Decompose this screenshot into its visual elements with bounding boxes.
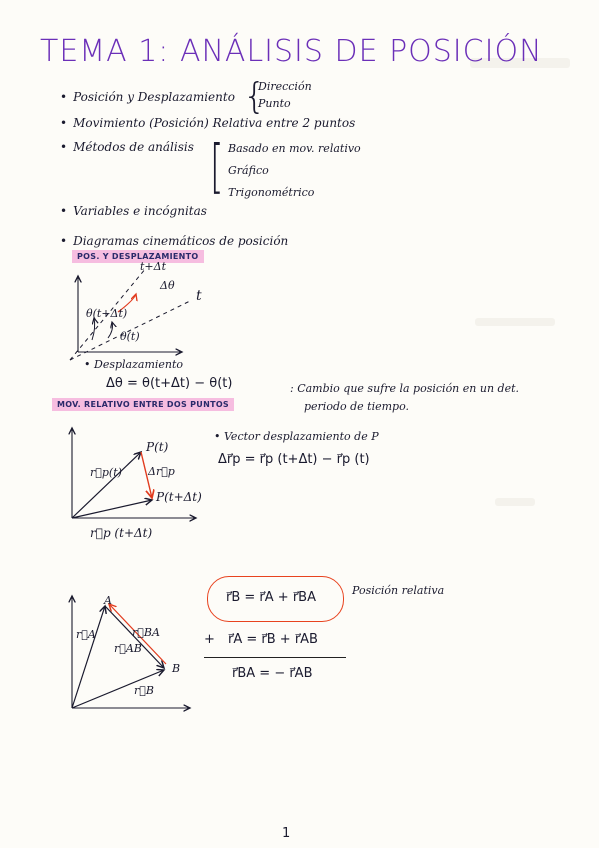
eq-rA: r⃗A = r⃗B + r⃗AB [228, 632, 318, 647]
tag-mov-relativo: MOV. RELATIVO ENTRE DOS PUNTOS [52, 398, 234, 411]
sum-line [204, 657, 346, 658]
delta-rp-equation: Δr⃗p = r⃗p (t+Δt) − r⃗p (t) [218, 452, 370, 467]
label-theta-t: θ(t) [120, 330, 140, 343]
label-delta-rp: Δr⃗p [148, 465, 175, 478]
sub-punto: Punto [258, 97, 291, 110]
label-rp-t: r⃗p(t) [90, 466, 122, 479]
posicion-relativa-label: Posición relativa [352, 584, 445, 597]
note-line-1: : Cambio que sufre la posición en un det. [290, 382, 519, 395]
tag-pos-desplazamiento: POS. Y DESPLAZAMIENTO [72, 250, 204, 263]
vector-rp-t [72, 452, 141, 518]
vector-desp-text: Vector desplazamiento de P [224, 430, 379, 443]
theta-t-arc [108, 322, 113, 338]
vector-rA [72, 606, 105, 708]
desplazamiento-label: • Desplazamiento [84, 358, 184, 371]
plus-sign: + [204, 632, 215, 647]
bullet-diagramas: • Diagramas cinemáticos de posición [60, 234, 288, 248]
label-rAB: r⃗AB [114, 642, 142, 655]
label-t-dt: t+Δt [140, 260, 167, 273]
label-A: A [104, 594, 112, 607]
page-title: TEMA 1: ANÁLISIS DE POSICIÓN [40, 34, 543, 69]
vector-desp-title: • Vector desplazamiento de P [214, 430, 379, 443]
sub-direccion: Dirección [258, 80, 312, 93]
brace-1: { [243, 76, 266, 117]
eq-rBA: r⃗BA = − r⃗AB [232, 666, 313, 681]
label-t: t [196, 288, 202, 304]
boxed-equation: r⃗B = r⃗A + r⃗BA [226, 590, 316, 605]
vector-rp-t-dt [72, 500, 152, 518]
label-p-t-dt: P(t+Δt) [156, 490, 202, 504]
bullet-posicion-desplazamiento: • Posición y Desplazamiento [60, 90, 235, 104]
label-rBA: r⃗BA [132, 626, 160, 639]
label-rB: r⃗B [134, 684, 154, 697]
label-rp-t-dt-bottom: r⃗p (t+Δt) [90, 526, 153, 540]
label-delta-theta: Δθ [160, 279, 175, 292]
delta-theta-equation: Δθ = θ(t+Δt) − θ(t) [106, 376, 233, 391]
bullet-metodos: • Métodos de análisis [60, 140, 194, 154]
sub-trigonometrico: Trigonométrico [228, 186, 315, 199]
label-p-t: P(t) [146, 440, 169, 454]
theta-t-dt-arc [92, 318, 95, 340]
sub-grafico: Gráfico [228, 164, 269, 177]
note-line-2: periodo de tiempo. [304, 400, 410, 413]
sub-basado: Basado en mov. relativo [228, 142, 361, 155]
page-number: 1 [282, 826, 291, 841]
label-theta-t-dt: θ(t+Δt) [86, 307, 128, 320]
bullet-variables: • Variables e incógnitas [60, 204, 207, 218]
brace-2: [ [210, 132, 224, 200]
label-B: B [172, 662, 181, 675]
bullet-movimiento: • Movimiento (Posición) Relativa entre 2 puntos [60, 116, 355, 130]
desplazamiento-text: Desplazamiento [94, 358, 184, 371]
label-rA: r⃗A [76, 628, 96, 641]
